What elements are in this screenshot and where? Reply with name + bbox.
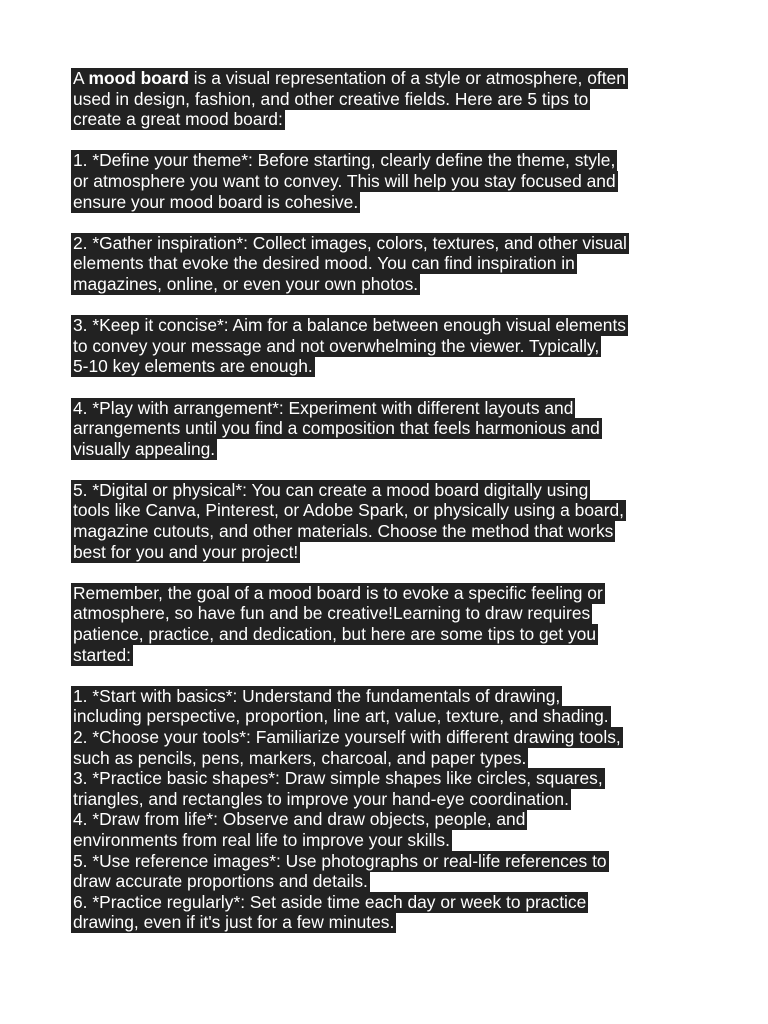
tip-line: tools like Canva, Pinterest, or Adobe Spark, or physically using a board, — [73, 500, 624, 521]
remember-line: atmosphere, so have fun and be creative!Learning to draw requires — [73, 603, 591, 624]
intro-line-1-rest: is a visual representation of a style or atmosphere, often — [188, 68, 626, 88]
drawing-tip-line: 3. *Practice basic shapes*: Draw simple shapes like circles, squares, — [73, 768, 603, 789]
drawing-tips-list — [72, 686, 702, 933]
remember-paragraph — [72, 583, 702, 665]
mood-board-term: mood board — [88, 68, 189, 88]
remember-line: patience, practice, and dedication, but here are some tips to get you — [73, 624, 597, 645]
tip-line: 5. *Digital or physical*: You can create a mood board digitally using — [73, 479, 589, 500]
drawing-tip-line: 4. *Draw from life*: Observe and draw objects, people, and — [73, 809, 526, 830]
intro-paragraph — [72, 68, 702, 130]
tip-paragraph-2 — [72, 233, 702, 295]
intro-line-2: used in design, fashion, and other creative fields. Here are 5 tips to — [73, 88, 589, 109]
drawing-tip-line: 6. *Practice regularly*: Set aside time each day or week to practice — [73, 891, 587, 912]
tip-line: 4. *Play with arrangement*: Experiment with different layouts and — [73, 397, 574, 418]
intro-prefix: A — [73, 68, 89, 88]
intro-line-3: create a great mood board: — [73, 109, 283, 130]
drawing-tip-line: such as pencils, pens, markers, charcoal, and paper types. — [73, 747, 527, 768]
drawing-tip-line: triangles, and rectangles to improve your hand-eye coordination. — [73, 788, 569, 809]
drawing-tip-line: 2. *Choose your tools*: Familiarize yourself with different drawing tools, — [73, 727, 621, 747]
tip-line: 5-10 key elements are enough. — [73, 356, 313, 377]
drawing-tip-line: environments from real life to improve your skills. — [73, 829, 450, 850]
tip-line: elements that evoke the desired mood. You can find inspiration in — [73, 253, 575, 274]
tip-line: best for you and your project! — [73, 541, 299, 562]
tip-line: 2. *Gather inspiration*: Collect images, colors, textures, and other visual — [73, 232, 627, 253]
intro-line-1 — [72, 68, 702, 89]
drawing-tip-line: including perspective, proportion, line art, value, texture, and shading. — [73, 706, 609, 727]
drawing-tip-line: drawing, even if it's just for a few minutes. — [73, 912, 395, 933]
tip-line: magazine cutouts, and other materials. Choose the method that works — [73, 521, 614, 542]
tip-line: 3. *Keep it concise*: Aim for a balance between enough visual elements — [73, 315, 626, 336]
tip-line: or atmosphere you want to convey. This will help you stay focused and — [73, 170, 616, 191]
tip-line: ensure your mood board is cohesive. — [73, 191, 359, 212]
tip-line: arrangements until you find a composition that feels harmonious and — [73, 418, 600, 439]
document-page — [72, 68, 702, 933]
tip-line: to convey your message and not overwhelming the viewer. Typically, — [73, 335, 600, 356]
tip-line: magazines, online, or even your own photos. — [73, 273, 419, 294]
tip-line: visually appealing. — [73, 438, 216, 459]
drawing-tip-line: draw accurate proportions and details. — [73, 871, 368, 892]
tip-paragraph-1 — [72, 150, 702, 212]
tip-paragraph-4 — [72, 398, 702, 460]
remember-line: started: — [73, 644, 131, 665]
drawing-tip-line: 1. *Start with basics*: Understand the fundamentals of drawing, — [73, 685, 561, 706]
remember-line: Remember, the goal of a mood board is to evoke a specific feeling or — [73, 582, 603, 603]
tip-paragraph-3 — [72, 315, 702, 377]
tip-paragraph-5 — [72, 480, 702, 562]
tip-line: 1. *Define your theme*: Before starting, clearly define the theme, style, — [73, 150, 616, 171]
drawing-tip-line: 5. *Use reference images*: Use photographs or real-life references to — [73, 850, 607, 871]
